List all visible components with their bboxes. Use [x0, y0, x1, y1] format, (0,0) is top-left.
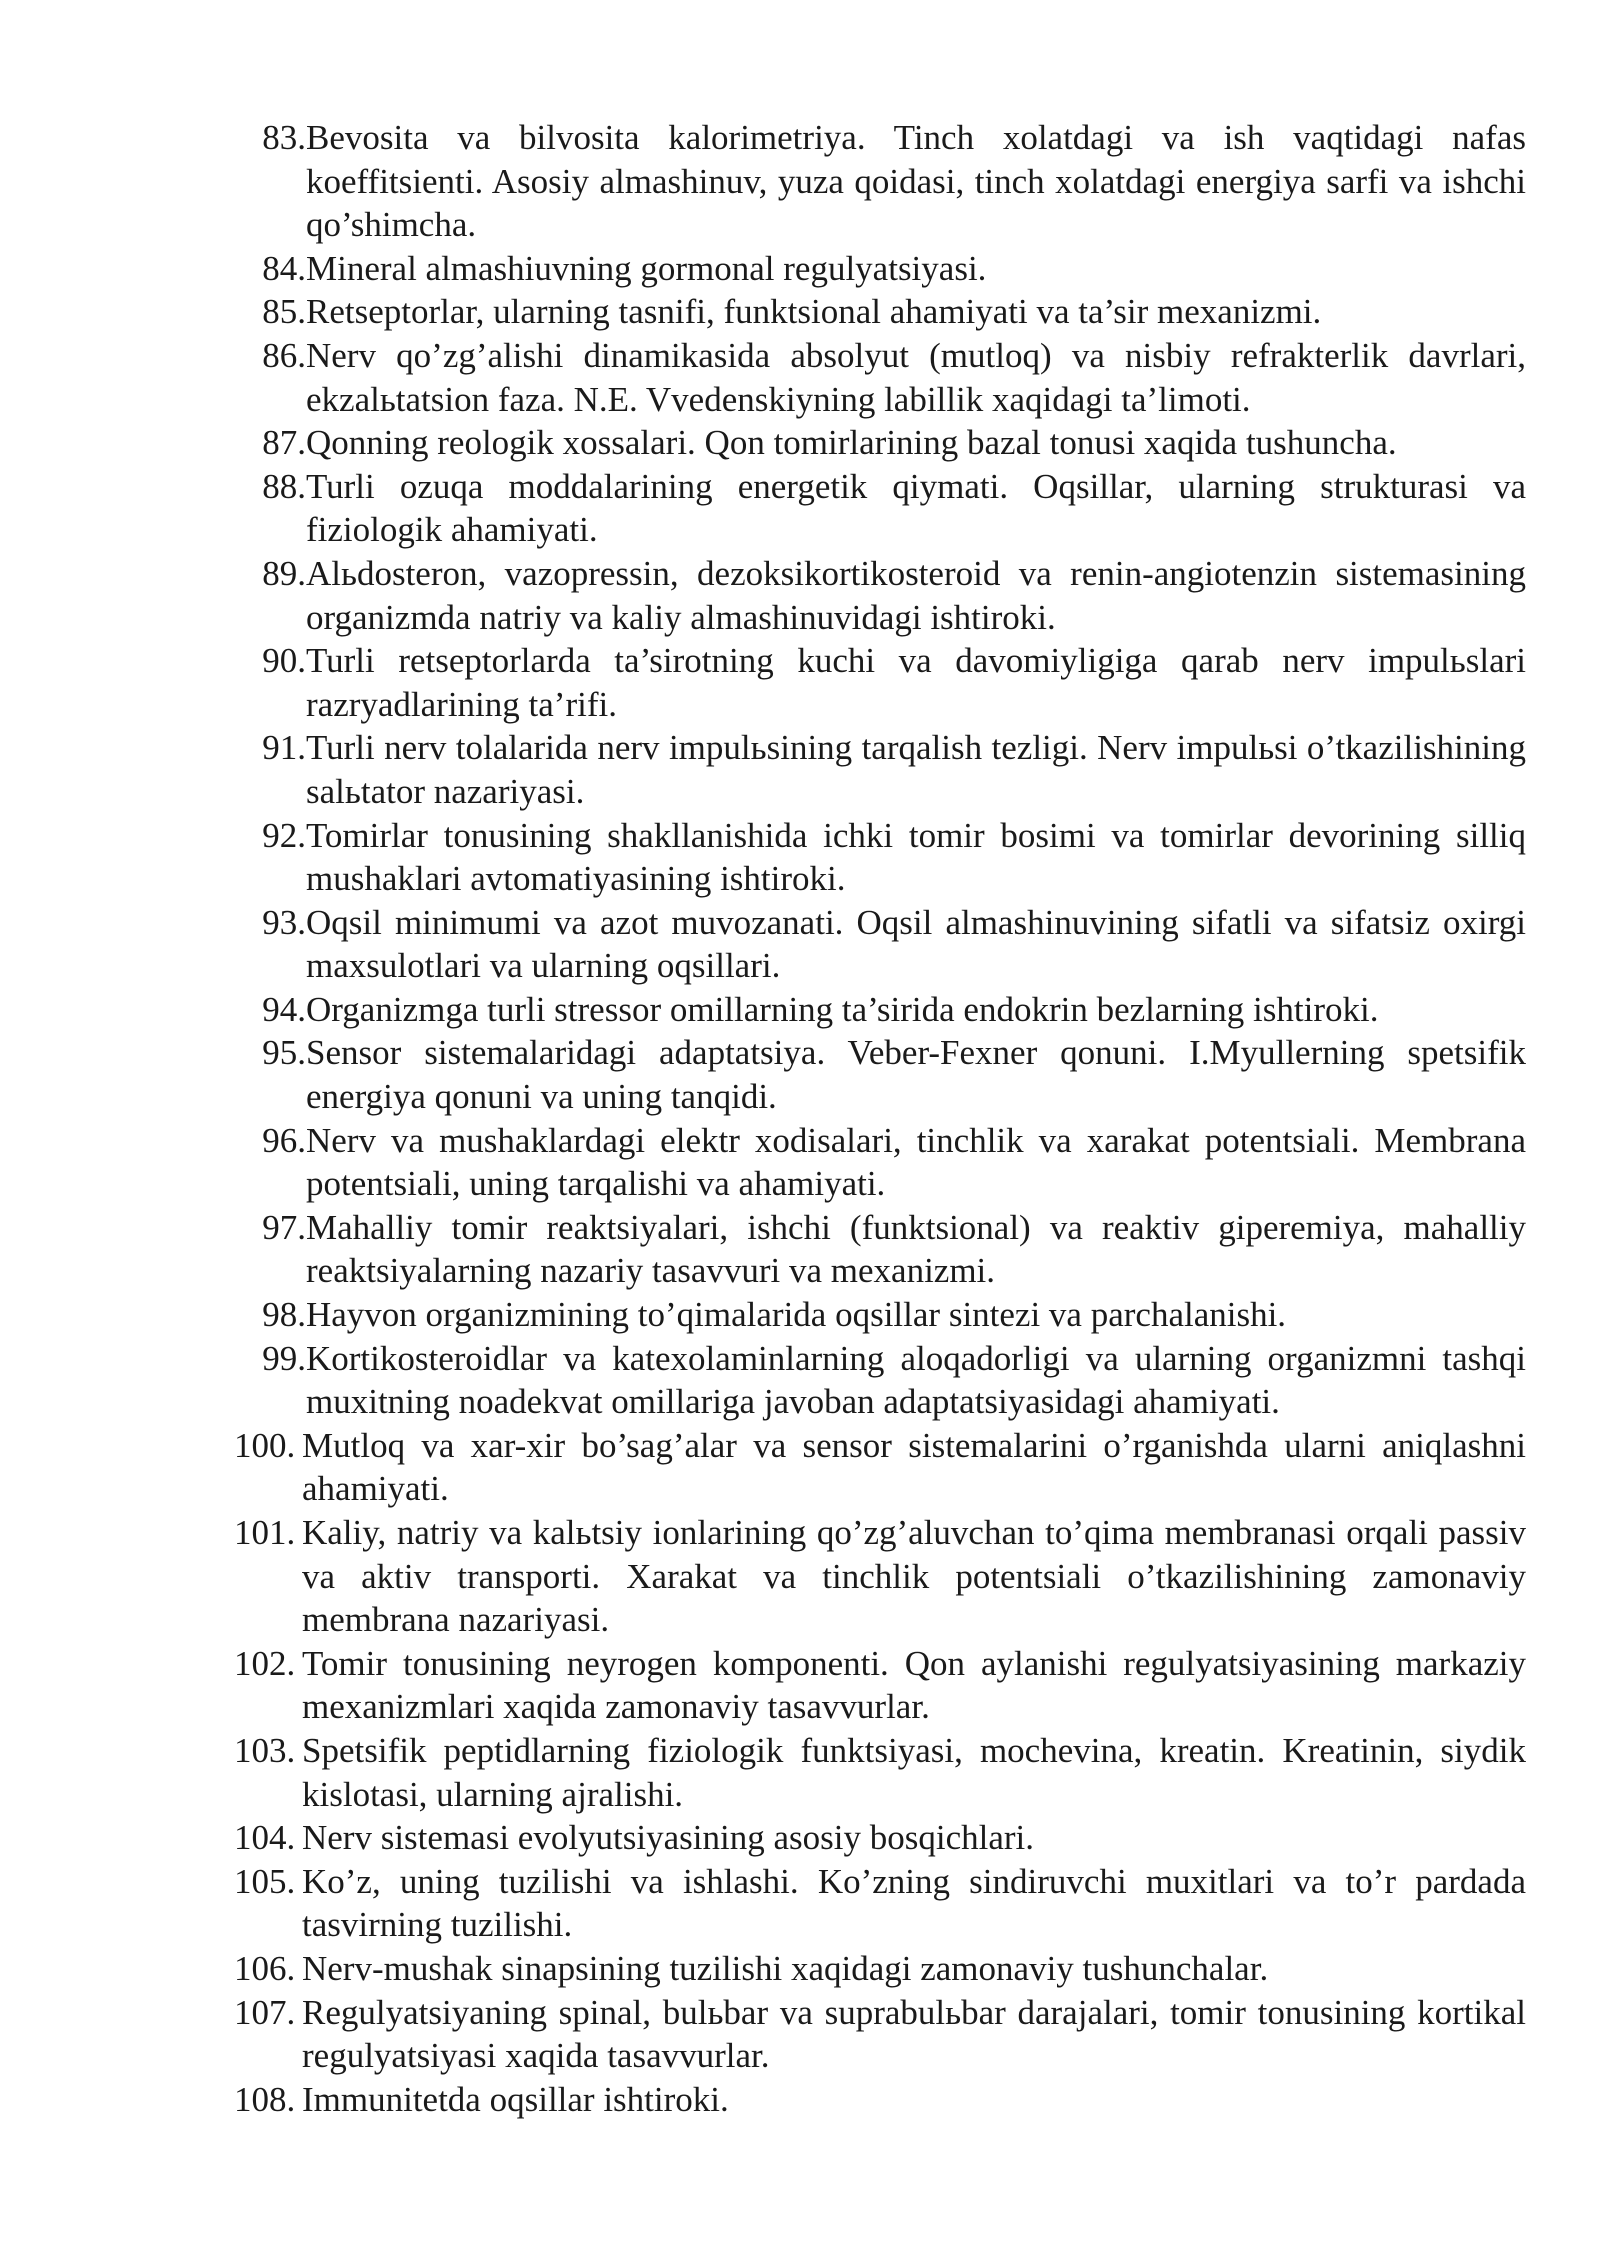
item-text: Nerv qo’zg’alishi dinamikasida absolyut (mutloq) va nisbiy refrakterlik davrlari, ekzalьtatsion faza. N.E. Vvedenskiyning labillik xaqidagi ta’limoti. — [306, 335, 1526, 419]
item-text: Tomirlar tonusining shakllanishida ichki tomir bosimi va tomirlar devorining silliq mushaklari avtomatiyasining ishtiroki. — [306, 815, 1526, 899]
item-text: Immunitetda oqsillar ishtiroki. — [302, 2079, 729, 2119]
item-number: 89. — [262, 553, 306, 593]
item-number: 98. — [262, 1295, 306, 1335]
item-number: 83. — [262, 118, 306, 157]
item-number: 90. — [262, 641, 306, 681]
item-number: 87. — [262, 423, 306, 463]
item-number: 105. — [234, 1861, 296, 1901]
item-number: 84. — [262, 248, 306, 288]
item-text: Mutloq va xar-xir bo’sag’alar va sensor sistemalarini o’rganishda ularni aniqlashni ahamiyati. — [302, 1425, 1526, 1509]
item-text: Hayvon organizmining to’qimalarida oqsillar sintezi va parchalanishi. — [306, 1295, 1287, 1335]
item-text: Sensor sistemalaridagi adaptatsiya. Veber-Fexner qonuni. I.Myullerning spetsifik energiya qonuni va uning tanqidi. — [306, 1033, 1526, 1117]
item-number: 91. — [262, 728, 306, 768]
list-item — [234, 2078, 1526, 2122]
item-text: Nerv sistemasi evolyutsiyasining asosiy bosqichlari. — [302, 1818, 1034, 1858]
item-number: 94. — [262, 989, 306, 1029]
item-number: 93. — [262, 902, 306, 942]
list-item — [238, 901, 1526, 988]
list-item — [234, 1424, 1526, 1511]
list-item — [234, 1511, 1526, 1642]
list-item — [238, 726, 1526, 813]
list-item — [238, 552, 1526, 639]
item-text: Qonning reologik xossalari. Qon tomirlarining bazal tonusi xaqida tushuncha. — [306, 423, 1397, 463]
item-text: Alьdosteron, vazopressin, dezoksikortikosteroid va renin-angiotenzin sistemasining organizmda natriy va kaliy almashinuvidagi ishtiroki. — [306, 553, 1526, 637]
item-text: Turli retseptorlarda ta’sirotning kuchi va davomiyligiga qarab nerv impulьslari razryadlarining ta’rifi. — [306, 641, 1526, 724]
item-text: Mineral almashiuvning gormonal regulyatsiyasi. — [306, 248, 987, 288]
item-text: Regulyatsiyaning spinal, bulьbar va suprabulьbar darajalari, tomir tonusining kortikal regulyatsiyasi xaqida tasavvurlar. — [302, 1992, 1526, 2076]
item-text: Retseptorlar, ularning tasnifi, funktsional ahamiyati va ta’sir mexanizmi. — [306, 292, 1322, 332]
item-text: Kortikosteroidlar va katexolaminlarning aloqadorligi va ularning organizmni tashqi muxitning noadekvat omillariga javoban adaptatsiyasidagi ahamiyati. — [306, 1338, 1526, 1422]
list-item — [234, 1729, 1526, 1816]
list-item — [238, 1293, 1526, 1337]
item-number: 108. — [234, 2079, 296, 2119]
list-item — [238, 639, 1526, 726]
list-item — [234, 1991, 1526, 2078]
item-text: Ko’z, uning tuzilishi va ishlashi. Ko’zning sindiruvchi muxitlari va to’r pardada tasvirning tuzilishi. — [302, 1861, 1526, 1945]
item-number: 88. — [262, 466, 306, 506]
item-number: 106. — [234, 1948, 296, 1988]
item-number: 103. — [234, 1730, 296, 1770]
item-number: 96. — [262, 1120, 306, 1160]
list-item — [234, 1816, 1526, 1860]
list-item — [238, 465, 1526, 552]
list-item — [238, 814, 1526, 901]
list-item — [238, 1337, 1526, 1424]
list-item — [238, 421, 1526, 465]
item-text: Mahalliy tomir reaktsiyalari, ishchi (funktsional) va reaktiv giperemiya, mahalliy reaktsiyalarning nazariy tasavvuri va mexanizmi. — [306, 1207, 1526, 1291]
list-item — [234, 1860, 1526, 1947]
item-number: 104. — [234, 1818, 296, 1858]
item-number: 102. — [234, 1643, 296, 1683]
list-item — [238, 1206, 1526, 1293]
item-text: Bevosita va bilvosita kalorimetriya. Tinch xolatdagi va ish vaqtidagi nafas koeffitsienti. Asosiy almashinuv, yuza qoidasi, tinch xolatdagi energiya sarfi va ishchi qo’shimcha. — [306, 118, 1526, 245]
list-item — [238, 116, 1526, 247]
list-item — [238, 988, 1526, 1032]
list-item — [238, 290, 1526, 334]
item-number: 99. — [262, 1338, 306, 1378]
list-item — [238, 1119, 1526, 1206]
item-number: 107. — [234, 1992, 296, 2032]
item-number: 100. — [234, 1425, 296, 1465]
list-item — [234, 1947, 1526, 1991]
question-list — [234, 116, 1526, 2121]
item-number: 92. — [262, 815, 306, 855]
item-number: 97. — [262, 1207, 306, 1247]
item-number: 86. — [262, 335, 306, 375]
list-item — [238, 1031, 1526, 1118]
item-text: Nerv-mushak sinapsining tuzilishi xaqidagi zamonaviy tushunchalar. — [302, 1948, 1269, 1988]
item-number: 101. — [234, 1513, 296, 1552]
item-text: Organizmga turli stressor omillarning ta’sirida endokrin bezlarning ishtiroki. — [306, 989, 1379, 1029]
item-text: Kaliy, natriy va kalьtsiy ionlarining qo’zg’aluvchan to’qima membranasi orqali passiv va aktiv transporti. Xarakat va tinchlik potentsiali o’tkazilishining zamonaviy membrana nazariyasi. — [302, 1513, 1526, 1640]
item-text: Turli nerv tolalarida nerv impulьsining tarqalish tezligi. Nerv impulьsi o’tkazilishining salьtator nazariyasi. — [306, 728, 1526, 811]
item-text: Oqsil minimumi va azot muvozanati. Oqsil almashinuvining sifatli va sifatsiz oxirgi maxsulotlari va ularning oqsillari. — [306, 902, 1526, 986]
list-item — [238, 247, 1526, 291]
list-item — [234, 1642, 1526, 1729]
item-text: Turli ozuqa moddalarining energetik qiymati. Oqsillar, ularning strukturasi va fiziologik ahamiyati. — [306, 466, 1526, 550]
item-number: 85. — [262, 292, 306, 332]
item-text: Tomir tonusining neyrogen komponenti. Qon aylanishi regulyatsiyasining markaziy mexanizmlari xaqida zamonaviy tasavvurlar. — [302, 1643, 1526, 1727]
item-number: 95. — [262, 1033, 306, 1073]
list-item — [238, 334, 1526, 421]
item-text: Spetsifik peptidlarning fiziologik funktsiyasi, mochevina, kreatin. Kreatinin, siydik kislotasi, ularning ajralishi. — [302, 1730, 1526, 1814]
item-text: Nerv va mushaklardagi elektr xodisalari, tinchlik va xarakat potentsiali. Membrana potentsiali, uning tarqalishi va ahamiyati. — [306, 1120, 1526, 1204]
